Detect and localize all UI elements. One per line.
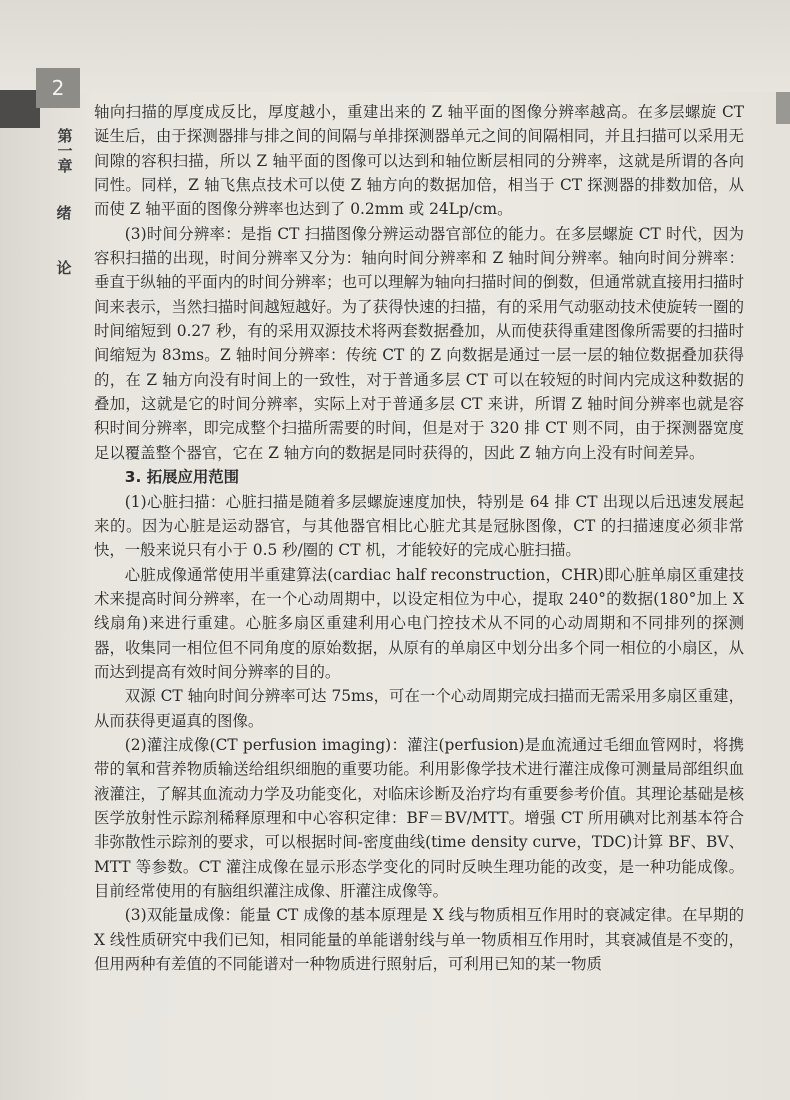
body-text <box>94 100 744 976</box>
paragraph-half-reconstruction: 心脏成像通常使用半重建算法(cardiac half reconstruction，CHR)即心脏单扇区重建技术来提高时间分辨率，在一个心动周期中，以设定相位为中心，提取 240°的数据(180°加上 X 线扇角)来进行重建。心脏多扇区重建利用心电门控技术从不同的心动周期和不同排列的探测器，收集同一相位但不同角度的原始数据，从原有的单扇区中划分出多个同一相位的小扇区，从而达到提高有效时间分辨率的目的。 <box>94 565 744 681</box>
paragraph-intro: 轴向扫描的厚度成反比，厚度越小，重建出来的 Z 轴平面的图像分辨率越高。在多层螺旋 CT 诞生后，由于探测器排与排之间的间隔与单排探测器单元之间的间隔相同，并且扫描可以采用无间隙的容积扫描，所以 Z 轴平面的图像可以达到和轴位断层相同的分辨率，这就是所谓的各向同性。同样，Z 轴飞焦点技术可以使 Z 轴方向的数据加倍，相当于 CT 探测器的排数加倍，从而使 Z 轴平面的图像分辨率也达到了 0.2mm 或 24Lp/cm。 <box>94 103 744 219</box>
page-number: 2 <box>36 68 80 108</box>
paragraph-dual-source: 双源 CT 轴向时间分辨率可达 75ms，可在一个心动周期完成扫描而无需采用多扇区重建，从而获得更逼真的图像。 <box>94 687 744 730</box>
chapter-label <box>48 128 80 177</box>
chapter-title-char-1: 绪 <box>56 204 72 222</box>
paragraph-time-resolution: (3)时间分辨率：是指 CT 扫描图像分辨运动器官部位的能力。在多层螺旋 CT 时代，因为容积扫描的出现，时间分辨率又分为：轴向时间分辨率和 Z 轴时间分辨率。轴向时间分辨率：垂直于纵轴的平面内的时间分辨率；也可以理解为轴向扫描时间的倒数，但通常就直接用扫描时间来表示，当然扫描时间越短越好。为了获得快速的扫描，有的采用气动驱动技术使旋转一圈的时间缩短到 0.27 秒，有的采用双源技术将两套数据叠加，从而使获得重建图像所需要的扫描时间缩短为 83ms。Z 轴时间分辨率：传统 CT 的 Z 向数据是通过一层一层的轴位数据叠加获得的，在 Z 轴方向没有时间上的一致性，对于普通多层 CT 可以在较短的时间内完成这种数据的叠加，这就是它的时间分辨率，实际上对于普通多层 CT 来讲，所谓 Z 轴时间分辨率也就是容积时间分辨率，即完成整个扫描所需要的时间，但是对于 320 排 CT 则不同，由于探测器宽度足以覆盖整个器官，它在 Z 轴方向的数据是同时获得的，因此 Z 轴方向上没有时间差异。 <box>94 224 744 462</box>
chapter-label-text: 第一章 <box>55 128 74 173</box>
paragraph-cardiac-scan: (1)心脏扫描：心脏扫描是随着多层螺旋速度加快，特别是 64 排 CT 出现以后迅速发展起来的。因为心脏是运动器官，与其他器官相比心脏尤其是冠脉图像，CT 的扫描速度必须非常快，一般来说只有小于 0.5 秒/圈的 CT 机，才能较好的完成心脏扫描。 <box>94 492 744 560</box>
paragraph-perfusion: (2)灌注成像(CT perfusion imaging)：灌注(perfusion)是血流通过毛细血管网时，将携带的氧和营养物质输送给组织细胞的重要功能。利用影像学技术进行灌注成像可测量局部组织血液灌注，了解其血流动力学及功能变化，对临床诊断及治疗均有重要参考价值。其理论基础是核医学放射性示踪剂稀释原理和中心容积定律：BF＝BV/MTT。增强 CT 所用碘对比剂基本符合非弥散性示踪剂的要求，可以根据时间-密度曲线(time density curve，TDC)计算 BF、BV、MTT 等参数。CT 灌注成像在显示形态学变化的同时反映生理功能的改变，是一种功能成像。目前经常使用的有脑组织灌注成像、肝灌注成像等。 <box>94 735 744 900</box>
paragraph-dual-energy: (3)双能量成像：能量 CT 成像的基本原理是 X 线与物质相互作用时的衰减定律。在早期的 X 线性质研究中我们已知，相同能量的单能谱射线与单一物质相互作用时，其衰减值是不变的，但用两种有差值的不同能谱对一种物质进行照射后，可利用已知的某一物质 <box>94 906 744 974</box>
edge-tab-marker <box>776 92 790 124</box>
section-heading: 3. 拓展应用范围 <box>124 468 240 487</box>
top-margin <box>0 0 790 92</box>
chapter-sidebar <box>48 128 80 277</box>
page-number-tab <box>0 90 40 128</box>
chapter-title-char-2: 论 <box>56 259 72 277</box>
